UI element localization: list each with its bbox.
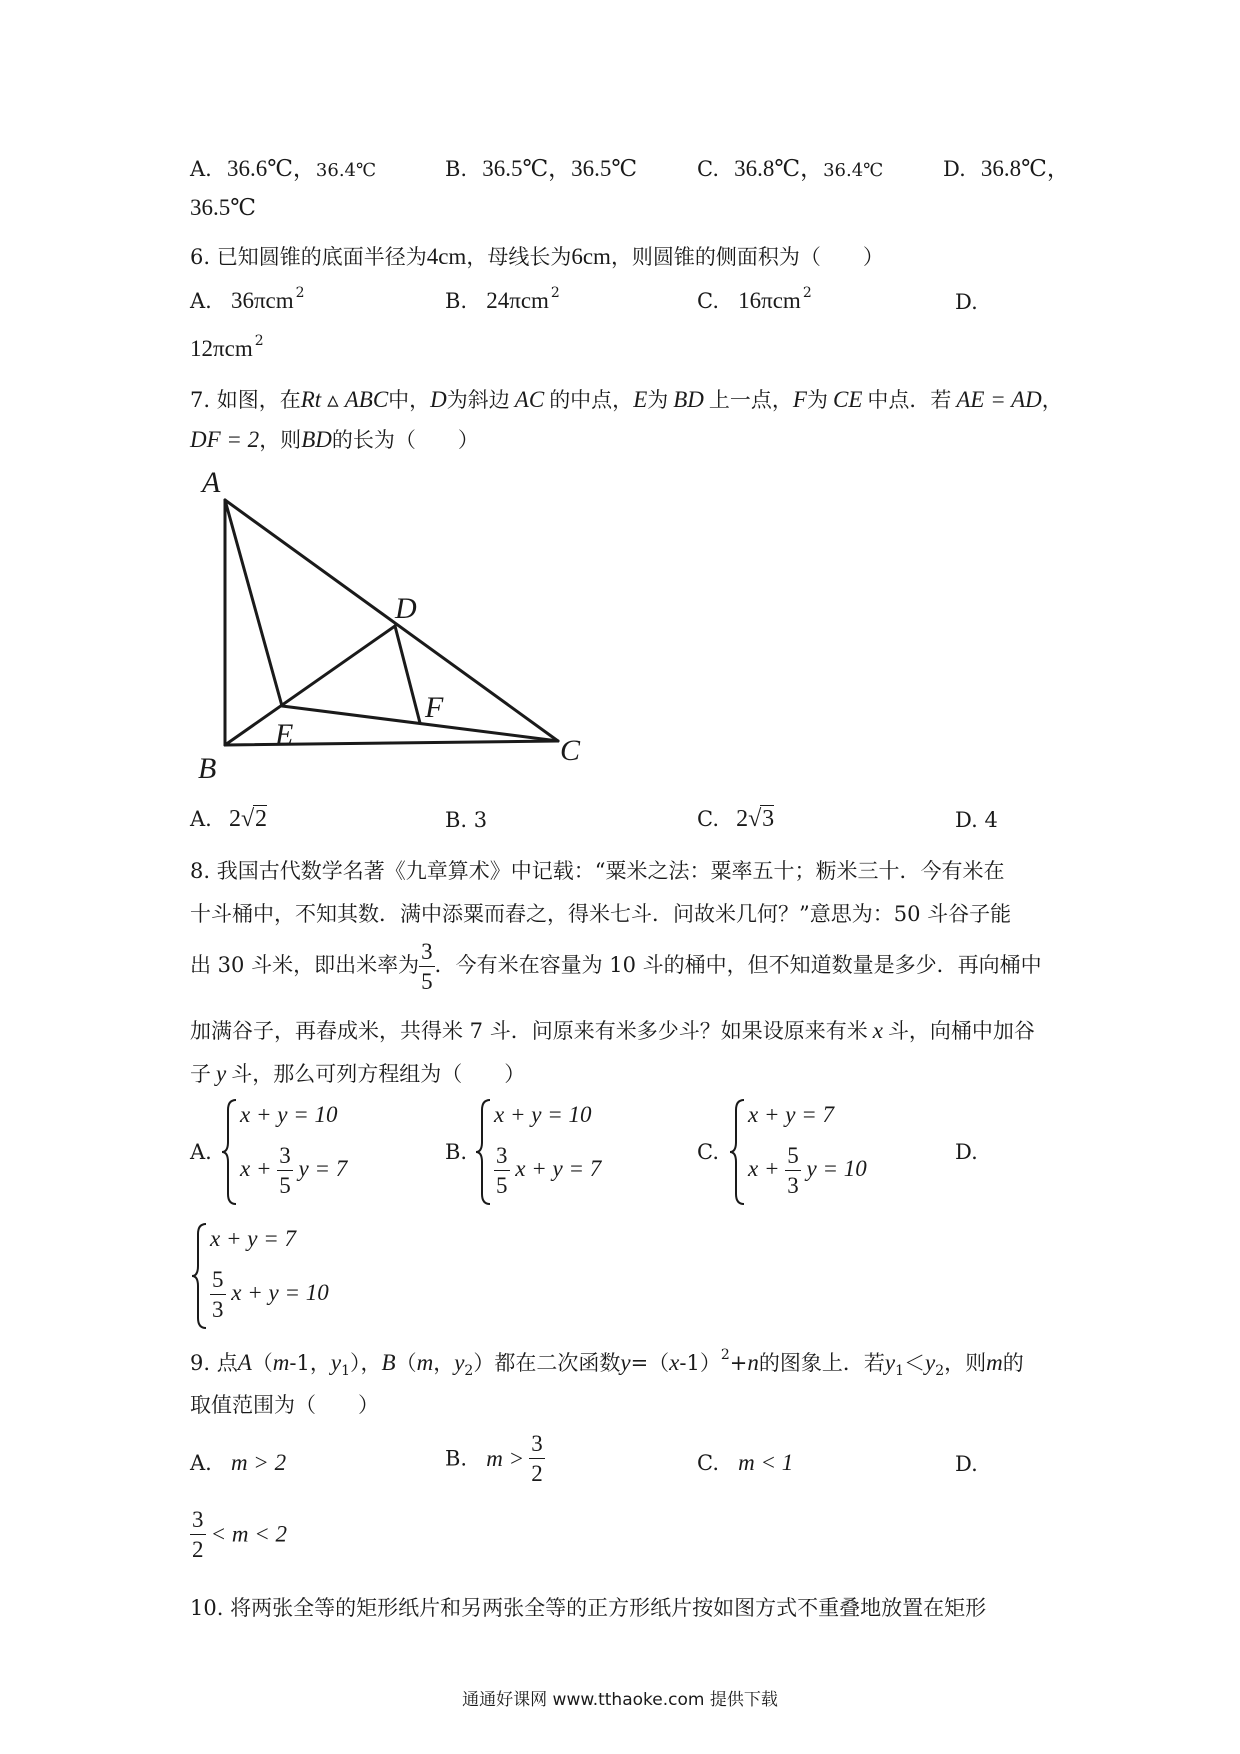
fraction [210,1268,226,1321]
q8-text: 子 [190,1062,211,1086]
option-label: B. [445,157,468,181]
q7-text: 的长为（ ） [331,428,479,452]
radicand: 3 [762,806,775,832]
fraction [529,1432,545,1485]
q7-triangle-figure [190,460,610,790]
option-label: A. [190,807,212,831]
exponent: 2 [720,1347,730,1363]
q7-text: 中， [388,388,431,412]
q7-option-a [190,806,267,833]
eq-part: x + y = 7 [515,1155,602,1181]
q8-text: 加满谷子，再舂成米，共得米 7 斗．问原来有米多少斗？如果设原来有米 [190,1019,868,1043]
brace-icon [220,1098,240,1206]
q7-stem-line-1: 7. 如图，在Rt ▵ ABC中，D为斜边 AC 的中点，E为 BD 上一点，F为 CE 中点．若 AE = AD， [190,387,1063,412]
numerator: 3 [277,1144,293,1171]
option-value: m > 2 [230,1450,287,1475]
q9-text: ，则 [944,1351,987,1375]
segment-ae [225,500,282,706]
option-coef: 2 [736,806,749,832]
q6-option-a [190,285,305,314]
q7-text: 7. 如图，在 [190,388,301,412]
q9-text: -1） [679,1351,721,1375]
q7-math: AC [514,387,545,412]
q9-text: （ [395,1351,417,1375]
segment-ac [225,500,558,741]
q6-option-c [697,285,812,314]
exponent: 2 [550,285,560,301]
option-value: 16πcm [738,288,801,313]
numerator: 3 [190,1508,206,1535]
fraction [277,1144,293,1197]
q7-option-d: D. 4 [955,808,998,832]
q7-math: BD [673,387,704,412]
q6-option-b [445,285,560,314]
q7-math: BD [301,427,332,452]
q7-text: 上一点， [708,388,793,412]
q9-math: n [747,1350,759,1375]
label-b: B [198,752,217,785]
q9-math: A [237,1350,252,1375]
option-label: A. [190,157,212,181]
q7-math: AE = AD [956,387,1042,412]
q8-line-2: 十斗桶中，不知其数．满中添粟而舂之，得米七斗．问故米几何？”意思为：50 斗谷子能 [190,902,1012,926]
q9-math: m [416,1350,434,1375]
q9-option-c [697,1450,793,1476]
q8-text: 出 30 斗米，即出米率为 [190,953,420,977]
q9-text: ）都在二次函数 [473,1351,621,1375]
q8-b-eq1: x + y = 10 [494,1102,592,1127]
q5-option-c [697,150,883,183]
q9-math: B [381,1350,396,1375]
q9-option-d-label: D. [955,1452,978,1476]
q6-stem-text: ，则圆锥的侧面积为（ ） [610,245,884,269]
denominator: 5 [279,1173,291,1198]
label-a: A [202,466,221,499]
q7-math: F [792,387,807,412]
q9-option-b [445,1432,545,1485]
label-c: C [560,734,581,767]
q9-line-1 [190,1347,1024,1377]
q9-text: 的图象上．若 [758,1351,885,1375]
q9-math: y [925,1350,936,1375]
q8-b-eq2 [494,1144,601,1197]
subscript: 2 [935,1363,945,1379]
q7-text: 的中点， [549,388,634,412]
denominator: 2 [192,1537,204,1562]
q6-option-d-label: D. [955,290,978,314]
radicand: 2 [254,806,267,832]
fraction [419,940,435,993]
q7-math: E [633,387,648,412]
q7-text: 为斜边 [446,388,510,412]
page-footer: 通通好课网 www.tthaoke.com 提供下载 [462,1690,778,1710]
denominator: 5 [421,969,433,994]
q9-math: m [272,1350,290,1375]
q8-c-eq2 [748,1144,867,1197]
q8-a-eq1: x + y = 10 [240,1102,338,1127]
option-label: A. [190,289,212,313]
option-value: 36πcm [230,288,294,313]
q9-math: x [669,1350,680,1375]
q8-line-1: 8. 我国古代数学名著《九章算术》中记载：“粟米之法：粟率五十；粝米三十．今有米在 [190,859,1005,883]
eq-part: x + y = 10 [231,1279,329,1305]
numerator: 3 [494,1144,510,1171]
q9-text: ＜ [904,1351,926,1375]
q9-math: y [620,1350,631,1375]
q7-math: D [430,387,447,412]
segment-bd [225,626,395,745]
q9-option-a [190,1450,286,1476]
denominator: 3 [787,1173,799,1198]
q7-math: DF = 2 [190,427,260,452]
option-value: 36.5℃，36.5℃ [482,156,638,181]
option-value-2: 36.4℃ [315,160,377,181]
option-value: m > [486,1445,525,1471]
q8-option-b-label: B. [445,1140,468,1164]
label-f: F [425,691,444,724]
q5-option-d-continued: 36.5℃ [190,195,256,220]
subscript: 2 [464,1363,474,1379]
q9-math: y [454,1350,465,1375]
q9-math: y [884,1350,896,1375]
q8-math: x [872,1018,883,1043]
q9-text: =（ [630,1351,670,1375]
q8-option-a-label: A. [190,1140,212,1164]
q9-text: + [729,1351,748,1375]
q9-text: 的 [1002,1351,1024,1375]
eq-part: y = 7 [298,1155,348,1181]
q6-stem-text: ，母线长为 [466,245,572,269]
sqrt: √ 3 [748,806,775,832]
q10-line-1: 10. 将两张全等的矩形纸片和另两张全等的正方形纸片按如图方式不重叠地放置在矩形 [190,1596,987,1620]
q7-stem-line-2 [190,424,479,454]
option-value: 36.8℃， [734,156,824,181]
q5-option-b [445,150,637,183]
q7-text: 为 [647,388,669,412]
option-value: 36.8℃， [980,156,1070,181]
sqrt: √ 2 [240,806,267,832]
q8-a-eq2 [240,1144,347,1197]
q9-option-d [190,1508,287,1561]
q7-text: 中点．若 [867,388,952,412]
brace-icon [474,1098,494,1206]
q9-text: ， [433,1351,455,1375]
q6-stem-text: 6. 已知圆锥的底面半径为 [190,245,427,269]
numerator: 3 [419,940,435,967]
exponent: 2 [295,285,305,301]
label-d: D [395,592,417,625]
q6-slant: 6cm [571,244,611,269]
q8-text: ．今有米在容量为 10 斗的桶中，但不知道数量是多少．再向桶中 [434,953,1042,977]
numerator: 3 [529,1432,545,1459]
q8-d-eq2 [210,1268,329,1321]
q8-text: 斗，那么可列方程组为（ ） [231,1062,526,1086]
q5-option-a [190,150,376,183]
denominator: 5 [496,1173,508,1198]
option-label: C. [697,289,719,313]
option-value: m < 1 [738,1450,794,1475]
label-e: E [275,718,294,751]
option-label: B. [445,289,468,313]
q8-text: 斗，向桶中加谷 [887,1019,1035,1043]
option-value: 24πcm [486,288,549,313]
option-label: B. [445,1446,468,1471]
q7-math: ABC [344,387,389,412]
q6-option-d [190,333,264,362]
q8-d-eq1: x + y = 7 [210,1226,296,1251]
brace-icon [728,1098,748,1206]
q6-radius: 4cm [426,244,467,269]
option-value: < m < 2 [210,1521,287,1547]
brace-icon [190,1222,210,1330]
q8-option-d-label: D. [955,1140,978,1164]
q5-option-d [943,150,1070,183]
option-label: A. [190,1451,212,1475]
option-value: 12πcm [190,336,253,361]
q8-option-c-label: C. [697,1140,719,1164]
q8-line-5 [190,1058,525,1088]
denominator: 3 [212,1297,224,1322]
option-label: D. [943,157,966,181]
q7-option-b: B. 3 [445,808,488,832]
q7-option-c [697,806,774,833]
exponent: 2 [254,333,264,349]
q7-text: 为 [806,388,828,412]
option-label: C. [697,157,719,181]
q9-text: （ [251,1351,273,1375]
q8-line-3 [190,940,1042,993]
q8-line-4 [190,1015,1035,1045]
q9-math: m [986,1350,1003,1375]
eq-part: x + [748,1155,780,1181]
q9-text: ）， [350,1351,382,1375]
option-label: C. [697,1451,719,1475]
q8-c-eq1: x + y = 7 [748,1102,834,1127]
q7-math: CE [832,387,863,412]
exponent: 2 [802,285,812,301]
q7-text: ，则 [259,428,302,452]
q7-text: ， [1041,388,1063,412]
eq-part: x + [240,1155,272,1181]
q7-math: Rt [300,387,322,412]
segment-df [395,626,420,723]
q6-stem [190,241,884,271]
subscript: 1 [895,1363,905,1379]
fraction [190,1508,206,1561]
q9-text: -1， [289,1351,331,1375]
q9-text: 9. 点 [190,1351,238,1375]
numerator: 5 [785,1144,801,1171]
option-value: 36.6℃， [226,156,316,181]
subscript: 1 [341,1363,351,1379]
numerator: 5 [210,1268,226,1295]
option-value-2: 36.4℃ [823,160,884,181]
denominator: 2 [531,1461,543,1486]
option-label: C. [697,807,719,831]
option-coef: 2 [228,806,241,832]
q9-math: y [330,1350,342,1375]
fraction [494,1144,510,1197]
q8-math: y [216,1061,227,1086]
fraction [785,1144,801,1197]
eq-part: y = 10 [806,1155,867,1181]
q9-line-2: 取值范围为（ ） [190,1393,379,1417]
